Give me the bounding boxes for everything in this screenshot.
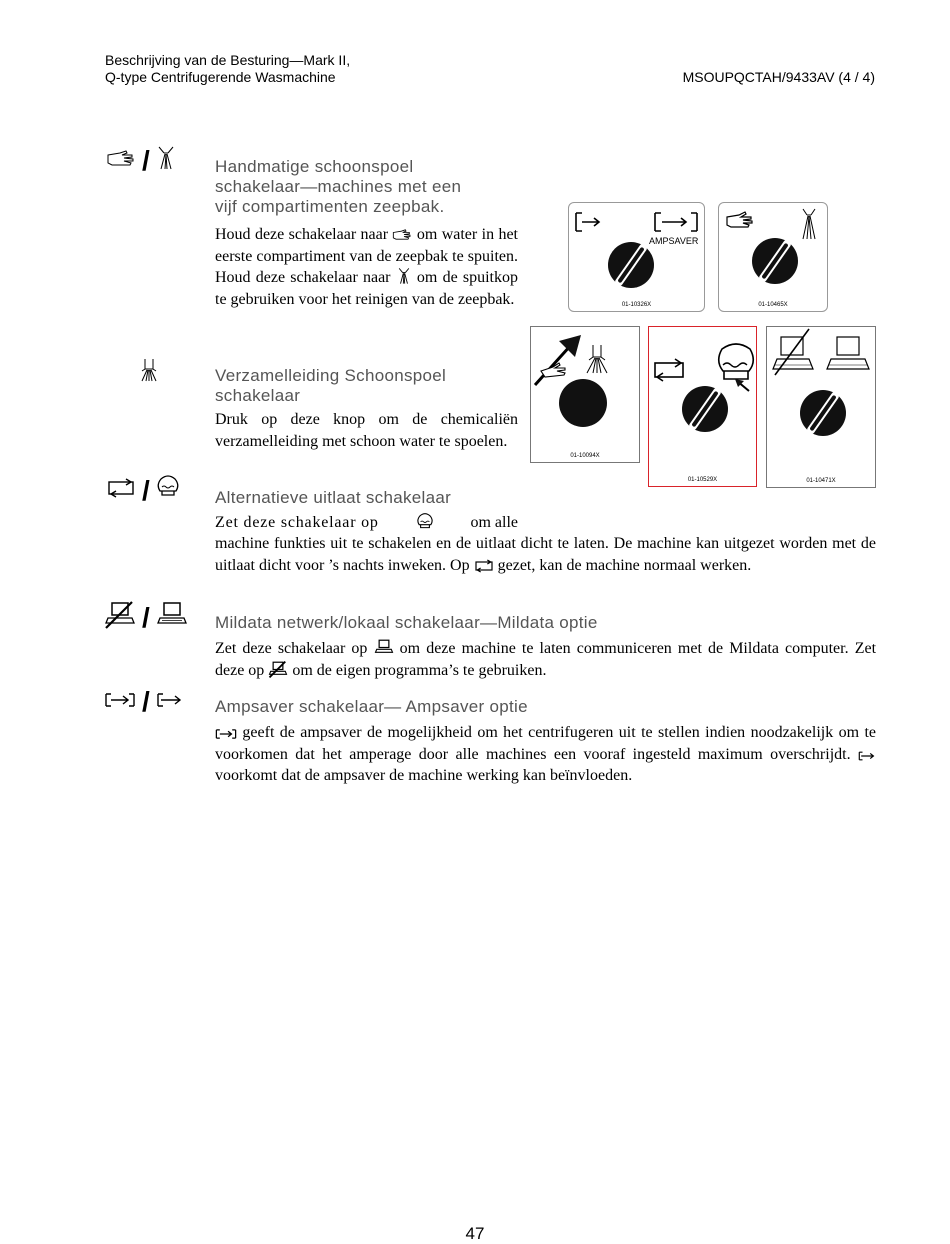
slash-separator: / bbox=[142, 474, 150, 506]
title-line: schakelaar—machines met een bbox=[215, 177, 462, 196]
section-title-ampsaver: Ampsaver schakelaar— Ampsaver optie bbox=[215, 697, 528, 716]
flush-manifold-icons bbox=[138, 357, 160, 388]
manual-rinse-icons bbox=[106, 145, 176, 176]
paragraph-manual-rinse bbox=[215, 224, 518, 310]
document-header bbox=[105, 52, 350, 86]
cycle-arrows-icon bbox=[474, 559, 494, 573]
text-fragment: om deze machine te laten communiceren met de Mildata computer. Zet deze op bbox=[215, 640, 877, 679]
paragraph-flush-manifold: Druk op deze knop om de chemicaliën verzamelleiding met schoon water te spoelen. bbox=[215, 411, 518, 450]
section-title-manual-rinse bbox=[215, 157, 461, 217]
text-fragment: machine funkties uit te schakelen en de uitlaat dicht te laten. De machine kan uitgezet worden met de uitlaat dicht voor ’s nachts inweken. Op bbox=[215, 535, 876, 574]
spray-nozzle-icon bbox=[156, 145, 176, 176]
part-number: 01-10326X bbox=[621, 302, 652, 308]
title-line: schakelaar bbox=[215, 386, 301, 405]
slash-separator: / bbox=[142, 686, 150, 717]
alt-drain-icons bbox=[106, 475, 180, 506]
ampsaver-disabled-icon bbox=[156, 692, 184, 713]
mildata-icons bbox=[104, 601, 188, 634]
section-title-flush-manifold bbox=[215, 366, 446, 406]
page-number: 47 bbox=[465, 1224, 485, 1243]
closed-drain-icon bbox=[416, 513, 434, 532]
ampsaver-enabled-icon bbox=[104, 692, 136, 713]
section-title-mildata: Mildata netwerk/lokaal schakelaar—Mildata optie bbox=[215, 613, 598, 632]
paragraph-alt-drain bbox=[215, 533, 876, 576]
text-fragment: om de spuitkop te gebruiken voor het reinigen van de zeepbak. bbox=[215, 269, 518, 308]
document-id: MSOUPQCTAH/9433AV (4 / 4) bbox=[682, 69, 875, 85]
part-number: 01-10471X bbox=[806, 478, 836, 484]
mildata-switch-illustration bbox=[767, 327, 875, 487]
hand-icon bbox=[106, 147, 136, 174]
ampsaver-switch-illustration bbox=[569, 203, 704, 311]
ampsaver-disabled-icon bbox=[858, 750, 876, 762]
text-fragment: voorkomt dat de ampsaver de machine werking kan beïnvloeden. bbox=[215, 767, 633, 784]
cycle-arrows-icon bbox=[106, 478, 136, 503]
ampsaver-switch-panel bbox=[568, 202, 705, 312]
text-fragment: gezet, kan de machine normaal werken. bbox=[497, 556, 752, 574]
manual-rinse-switch-illustration bbox=[719, 203, 827, 311]
alt-drain-switch-illustration bbox=[649, 327, 756, 486]
slash-separator: / bbox=[142, 144, 150, 176]
computer-crossed-icon bbox=[268, 661, 288, 678]
paragraph-alt-drain-line1 bbox=[215, 512, 518, 534]
ampsaver-enabled-icon bbox=[215, 728, 237, 740]
computer-icon bbox=[156, 601, 188, 634]
manifold-flush-icon bbox=[138, 357, 160, 388]
text-fragment: om de eigen programma’s te gebruiken. bbox=[292, 661, 547, 679]
part-number: 01-10529X bbox=[687, 477, 718, 483]
flush-manifold-button-panel bbox=[530, 326, 640, 463]
header-title-line1: Beschrijving van de Besturing—Mark II, bbox=[105, 52, 351, 68]
alt-drain-switch-panel bbox=[648, 326, 757, 487]
ampsaver-icons bbox=[104, 688, 184, 716]
header-title-line2: Q-type Centrifugerende Wasmachine bbox=[105, 69, 336, 85]
paragraph-mildata bbox=[215, 638, 876, 681]
section-title-alt-drain: Alternatieve uitlaat schakelaar bbox=[215, 488, 452, 507]
part-number: 01-10465X bbox=[758, 302, 788, 308]
manual-rinse-switch-panel bbox=[718, 202, 828, 312]
title-line: vijf compartimenten zeepbak. bbox=[215, 197, 445, 216]
flush-manifold-button-illustration bbox=[531, 327, 639, 462]
computer-icon bbox=[374, 639, 394, 656]
computer-crossed-icon bbox=[104, 601, 136, 634]
slash-separator: / bbox=[142, 601, 150, 633]
hand-icon bbox=[392, 227, 412, 242]
title-line: Handmatige schoonspoel bbox=[215, 157, 414, 176]
title-line: Verzamelleiding Schoonspoel bbox=[215, 366, 447, 385]
text-fragment: om alle bbox=[470, 514, 518, 531]
part-number: 01-10094X bbox=[570, 453, 600, 459]
closed-drain-icon bbox=[156, 475, 180, 506]
paragraph-ampsaver bbox=[215, 722, 876, 787]
text-fragment: Zet deze schakelaar op bbox=[215, 640, 368, 657]
ampsaver-label: AMPSAVER bbox=[649, 236, 699, 246]
mildata-switch-panel bbox=[766, 326, 876, 488]
text-fragment: om water in het eerste compartiment van de zeepbak te spuiten. Houd deze schakelaar naar bbox=[215, 226, 518, 286]
text-fragment: Zet deze schakelaar op bbox=[215, 514, 379, 531]
text-fragment: Houd deze schakelaar naar bbox=[215, 226, 389, 243]
spray-nozzle-icon bbox=[396, 267, 412, 285]
text-fragment: geeft de ampsaver de mogelijkheid om het centrifugeren uit te stellen indien noodzakelijk om te voorkomen dat het amperage door alle machines een vooraf ingesteld maximum overschrijdt. bbox=[215, 724, 877, 763]
